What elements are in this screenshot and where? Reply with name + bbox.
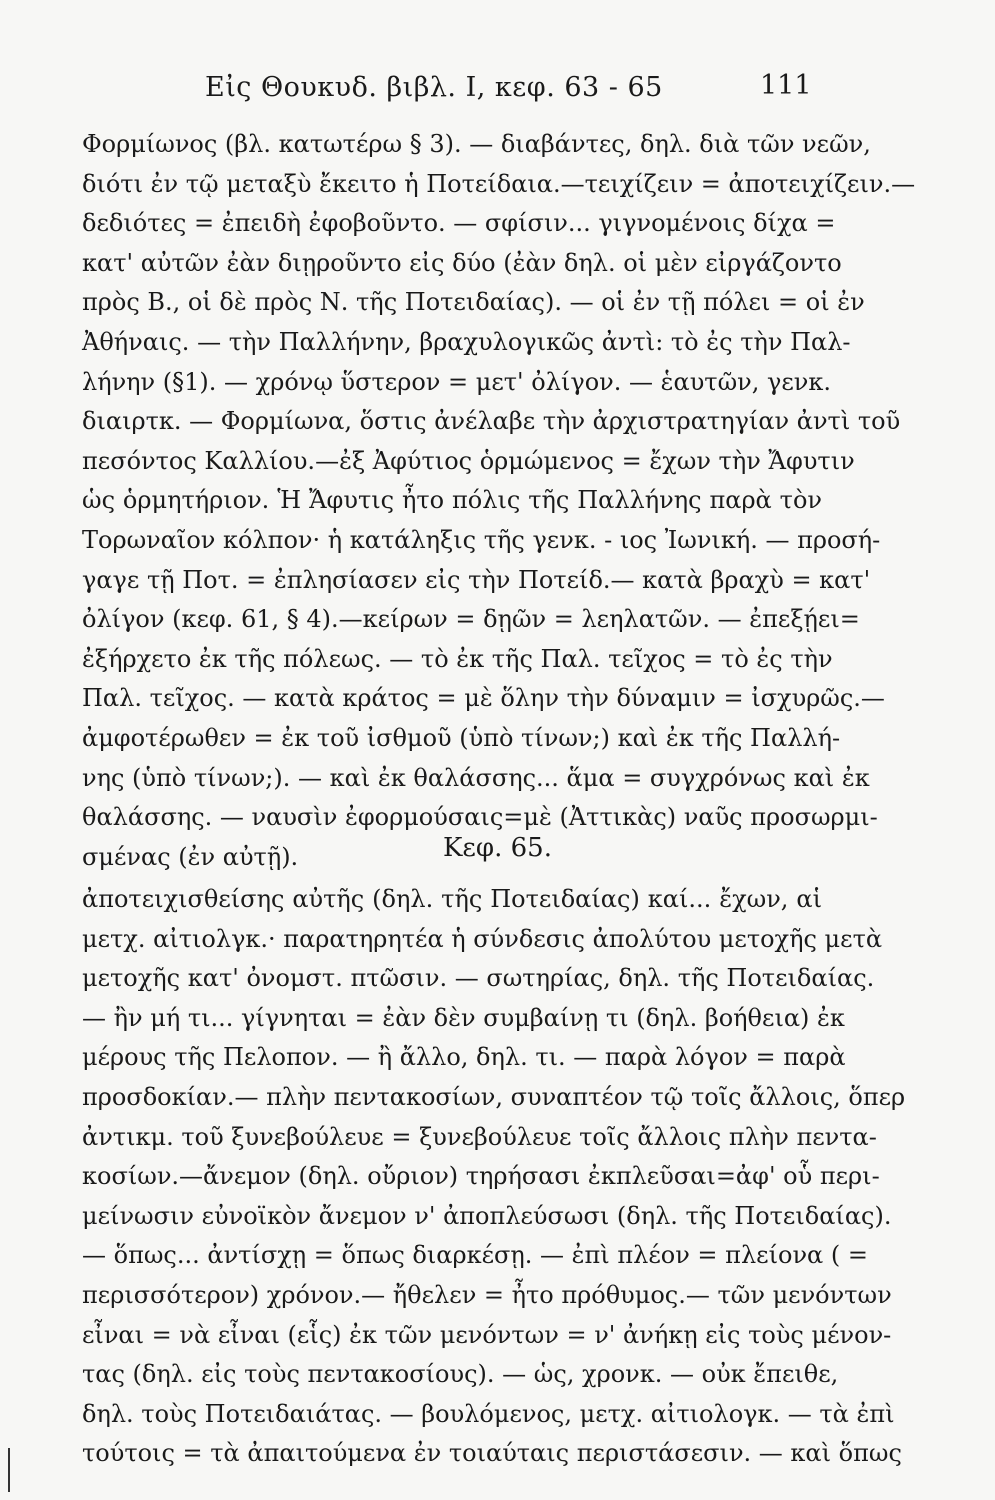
text-line: πρὸς Β., οἱ δὲ πρὸς Ν. τῆς Ποτειδαίας). — οἱ ἐν τῇ πόλει = οἱ ἐν: [82, 288, 865, 317]
text-line: Παλ. τεῖχος. — κατὰ κράτος = μὲ ὅλην τὴν δύναμιν = ἰσχυρῶς.—: [82, 684, 885, 713]
text-line: πεσόντος Καλλίου.—ἐξ Ἀφύτιος ὁρμώμενος = ἔχων τὴν Ἄφυτιν: [82, 446, 855, 475]
page-number: 111: [760, 70, 812, 101]
text-line: — ὅπως... ἀντίσχῃ = ὅπως διαρκέσῃ. — ἐπὶ πλέον = πλείονα ( =: [82, 1241, 868, 1270]
text-line: κοσίων.—ἄνεμον (δηλ. οὔριον) τηρήσασι ἐκπλεῦσαι=ἀφ' οὗ περι-: [82, 1162, 880, 1191]
text-line: δεδιότες = ἐπειδὴ ἐφοβοῦντο. — σφίσιν... γιγνομένοις δίχα =: [82, 209, 836, 238]
text-line: προσδοκίαν.— πλὴν πεντακοσίων, συναπτέον τῷ τοῖς ἄλλοις, ὅπερ: [82, 1082, 906, 1111]
text-line: ἐξήρχετο ἐκ τῆς πόλεως. — τὸ ἐκ τῆς Παλ. τεῖχος = τὸ ἐς τὴν: [82, 644, 833, 673]
running-title: Εἰς Θουκυδ. βιβλ. Ι, κεφ. 63 - 65: [205, 72, 663, 103]
text-line: διαιρτκ. — Φορμίωνα, ὅστις ἀνέλαβε τὴν ἀρχιστρατηγίαν ἀντὶ τοῦ: [82, 407, 901, 436]
text-line: εἶναι = νὰ εἶναι (εἷς) ἐκ τῶν μενόντων = ν' ἀνήκῃ εἰς τοὺς μένον-: [82, 1320, 892, 1349]
commentary-chapter-65: [82, 880, 906, 1474]
text-line: ὀλίγον (κεφ. 61, § 4).—κείρων = δῃῶν = λεηλατῶν. — ἐπεξῄει=: [82, 605, 860, 634]
text-line: θαλάσσης. — ναυσὶν ἐφορμούσαις=μὲ (Ἀττικὰς) ναῦς προσωρμι-: [82, 803, 878, 832]
text-line: μετοχῆς κατ' ὀνομστ. πτῶσιν. — σωτηρίας, δηλ. τῆς Ποτειδαίας.: [82, 964, 875, 993]
text-line: μετχ. αἰτιολγκ.· παρατηρητέα ἡ σύνδεσις ἀπολύτου μετοχῆς μετὰ: [82, 924, 883, 953]
text-line: ὡς ὁρμητήριον. Ἡ Ἄφυτις ἦτο πόλις τῆς Παλλήνης παρὰ τὸν: [82, 486, 822, 515]
text-line: σμένας (ἐν αὐτῇ).: [82, 842, 299, 871]
text-line: νης (ὑπὸ τίνων;). — καὶ ἐκ θαλάσσης... ἅμα = συγχρόνως καὶ ἐκ: [82, 763, 870, 792]
text-line: λήνην (§1). — χρόνῳ ὕστερον = μετ' ὀλίγον. — ἑαυτῶν, γενκ.: [82, 367, 831, 396]
text-line: περισσότερον) χρόνον.— ἤθελεν = ἦτο πρόθυμος.— τῶν μενόντων: [82, 1280, 892, 1309]
text-line: διότι ἐν τῷ μεταξὺ ἔκειτο ἡ Ποτείδαια.—τειχίζειν = ἀποτειχίζειν.—: [82, 169, 916, 198]
section-heading: Κεφ. 65.: [443, 833, 552, 863]
page-edge-mark: [8, 1448, 10, 1492]
text-line: Τορωναῖον κόλπον· ἡ κατάληξις τῆς γενκ. - ιος Ἰωνική. — προσή-: [82, 525, 881, 554]
text-line: Ἀθήναις. — τὴν Παλλήνην, βραχυλογικῶς ἀντὶ: τὸ ἐς τὴν Παλ-: [82, 327, 851, 356]
text-line: μείνωσιν εὐνοϊκὸν ἄνεμον ν' ἀποπλεύσωσι (δηλ. τῆς Ποτειδαίας).: [82, 1201, 892, 1230]
text-line: γαγε τῇ Ποτ. = ἐπλησίασεν εἰς τὴν Ποτείδ.— κατὰ βραχὺ = κατ': [82, 565, 871, 594]
text-line: ἀμφοτέρωθεν = ἐκ τοῦ ἰσθμοῦ (ὑπὸ τίνων;) καὶ ἐκ τῆς Παλλή-: [82, 723, 841, 752]
text-line: τούτοις = τὰ ἀπαιτούμενα ἐν τοιαύταις περιστάσεσιν. — καὶ ὅπως: [82, 1439, 902, 1468]
text-line: Φορμίωνος (βλ. κατωτέρω § 3). — διαβάντες, δηλ. διὰ τῶν νεῶν,: [82, 130, 871, 158]
text-line: ἀντικμ. τοῦ ξυνεβούλευε = ξυνεβούλευε τοῖς ἄλλοις πλὴν πεντα-: [82, 1122, 877, 1151]
text-line: δηλ. τοὺς Ποτειδαιάτας. — βουλόμενος, μετχ. αἰτιολογκ. — τὰ ἐπὶ: [82, 1399, 895, 1428]
text-line: τας (δηλ. εἰς τοὺς πεντακοσίους). — ὡς, χρονκ. — οὐκ ἔπειθε,: [82, 1360, 839, 1389]
text-line: μέρους τῆς Πελοπον. — ἢ ἄλλο, δηλ. τι. — παρὰ λόγον = παρὰ: [82, 1043, 846, 1072]
text-line: ἀποτειχισθείσης αὐτῆς (δηλ. τῆς Ποτειδαίας) καί... ἔχων, αἱ: [82, 885, 822, 913]
text-line: κατ' αὐτῶν ἐὰν διῃροῦντο εἰς δύο (ἐὰν δηλ. οἱ μὲν εἰργάζοντο: [82, 248, 842, 277]
text-line: — ἢν μή τι... γίγνηται = ἐὰν δὲν συμβαίνῃ τι (δηλ. βοήθεια) ἐκ: [82, 1003, 845, 1032]
commentary-chapter-64: [82, 125, 916, 877]
